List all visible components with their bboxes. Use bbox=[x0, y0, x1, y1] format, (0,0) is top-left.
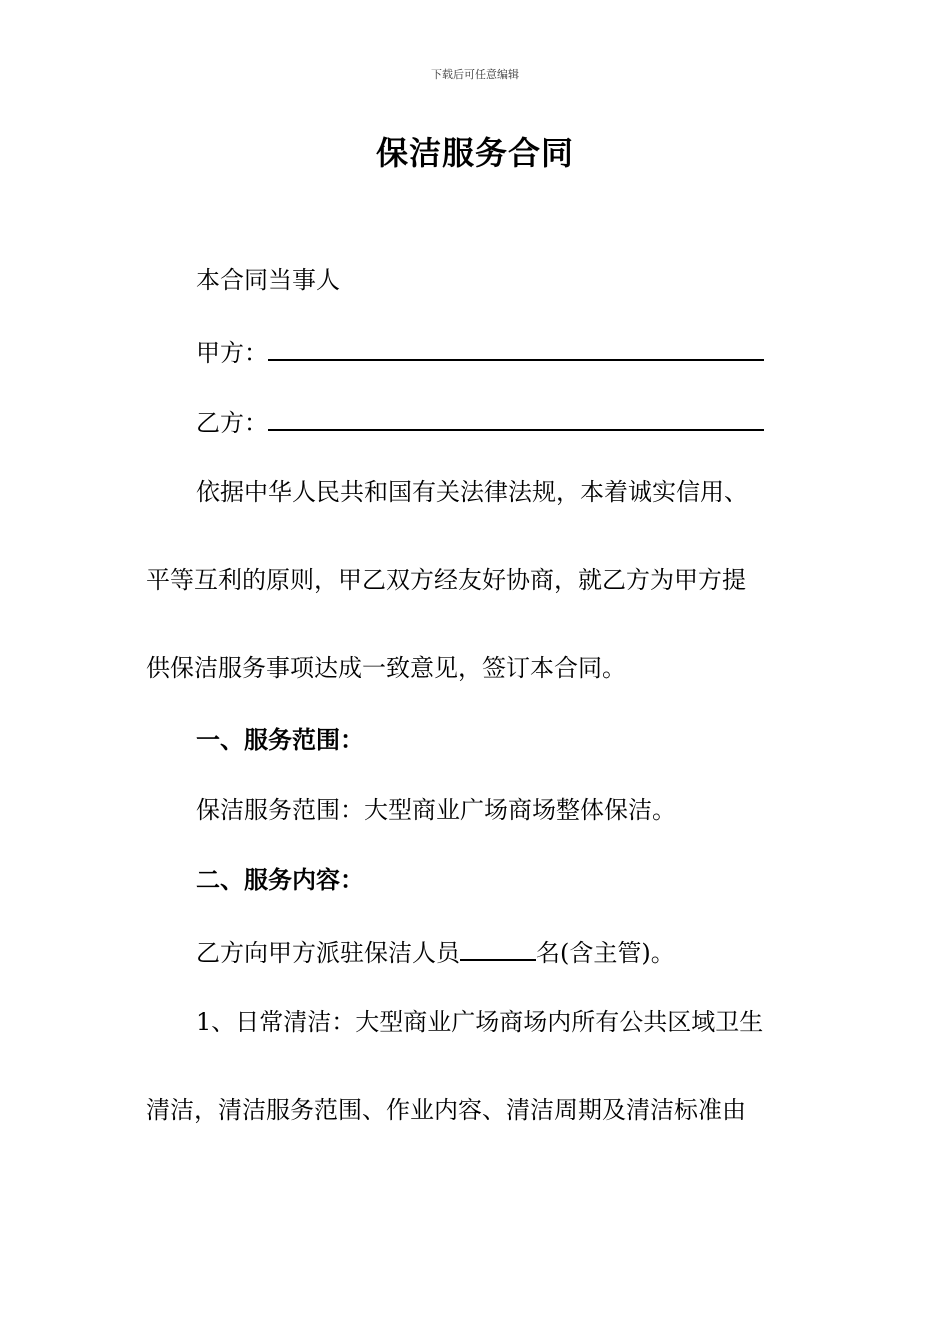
party-b-label: 乙方： bbox=[196, 409, 268, 437]
header-note: 下载后可任意编辑 bbox=[431, 68, 519, 81]
section-1-text: 保洁服务范围：大型商业广场商场整体保洁。 bbox=[196, 796, 676, 824]
staff-text-after: 名(含主管)。 bbox=[536, 939, 675, 967]
party-a-line bbox=[196, 335, 764, 368]
staff-text-before: 乙方向甲方派驻保洁人员 bbox=[196, 939, 460, 967]
intro-line-2: 平等互利的原则，甲乙双方经友好协商，就乙方为甲方提 bbox=[146, 566, 746, 594]
parties-heading: 本合同当事人 bbox=[196, 266, 340, 294]
section-1-heading: 一、服务范围： bbox=[196, 725, 364, 754]
section-2-heading: 二、服务内容： bbox=[196, 865, 364, 894]
staff-count-blank bbox=[460, 935, 536, 961]
item-1-line-1: 1、日常清洁：大型商业广场商场内所有公共区域卫生 bbox=[196, 1008, 764, 1036]
intro-line-1: 依据中华人民共和国有关法律法规，本着诚实信用、 bbox=[196, 478, 748, 506]
document-title: 保洁服务合同 bbox=[375, 134, 574, 172]
party-a-blank bbox=[268, 335, 764, 361]
intro-line-3: 供保洁服务事项达成一致意见，签订本合同。 bbox=[146, 654, 626, 682]
party-a-label: 甲方： bbox=[196, 339, 268, 367]
item-1-line-2: 清洁，清洁服务范围、作业内容、清洁周期及清洁标准由 bbox=[146, 1096, 746, 1124]
party-b-blank bbox=[268, 405, 764, 431]
party-b-line bbox=[196, 405, 764, 438]
staff-count-line bbox=[196, 935, 675, 968]
